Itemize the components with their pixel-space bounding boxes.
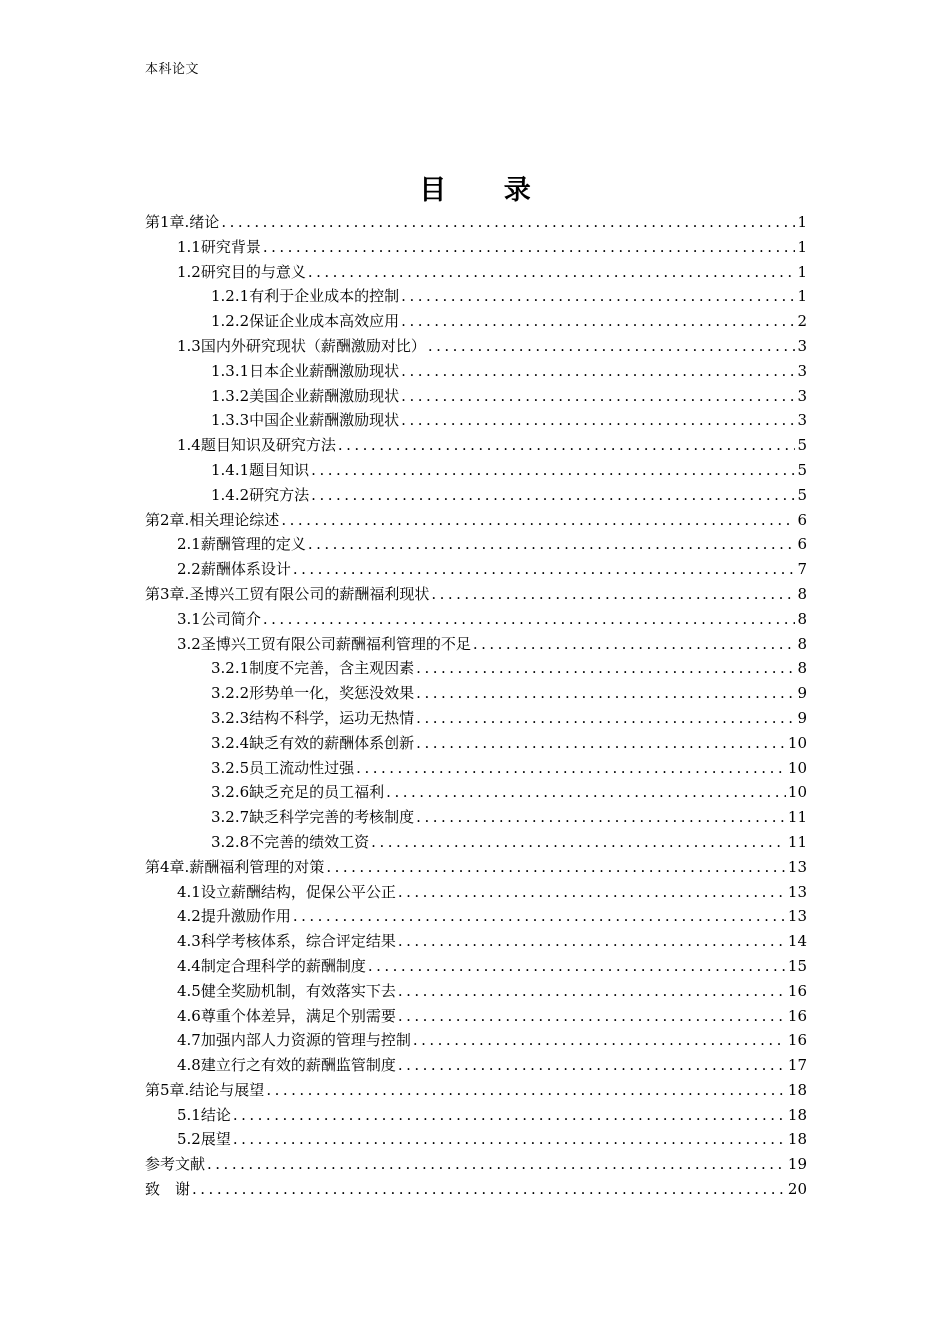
toc-entry-title: 1.4.1题目知识 — [211, 460, 310, 479]
toc-entry[interactable] — [145, 334, 807, 359]
toc-title: 目 录 — [419, 175, 555, 206]
toc-entry[interactable] — [145, 756, 807, 781]
toc-entry-page-number: 11 — [787, 808, 807, 827]
toc-entry-page-number: 8 — [797, 659, 807, 678]
toc-entry-page-number: 13 — [787, 907, 807, 926]
toc-entry[interactable] — [145, 384, 807, 409]
toc-dot-leader — [401, 359, 795, 384]
toc-entry-title: 3.2.1制度不完善，含主观因素 — [211, 659, 415, 678]
toc-entry-page-number: 3 — [797, 386, 807, 405]
toc-entry-page-number: 16 — [787, 1006, 807, 1025]
toc-entry-page-number: 10 — [787, 758, 807, 777]
toc-entry-page-number: 18 — [787, 1105, 807, 1124]
toc-entry-page-number: 15 — [787, 956, 807, 975]
toc-entry-title: 4.7加强内部人力资源的管理与控制 — [177, 1031, 411, 1050]
toc-entry-page-number: 8 — [797, 609, 807, 628]
toc-dot-leader — [371, 830, 786, 855]
toc-entry-title: 第4章.薪酬福利管理的对策 — [145, 857, 325, 876]
toc-dot-leader — [398, 1004, 786, 1029]
toc-dot-leader — [308, 260, 796, 285]
toc-entry[interactable] — [145, 582, 807, 607]
toc-dot-leader — [416, 656, 795, 681]
toc-entry[interactable] — [145, 656, 807, 681]
toc-entry[interactable] — [145, 681, 807, 706]
toc-entry-title: 1.2研究目的与意义 — [177, 262, 306, 281]
toc-entry[interactable] — [145, 855, 807, 880]
toc-dot-leader — [263, 607, 796, 632]
toc-entry-page-number: 3 — [797, 361, 807, 380]
toc-entry-page-number: 16 — [787, 1031, 807, 1050]
toc-entry[interactable] — [145, 359, 807, 384]
toc-dot-leader — [398, 979, 786, 1004]
toc-entry-page-number: 8 — [797, 634, 807, 653]
toc-entry-title: 1.3.2美国企业薪酬激励现状 — [211, 386, 400, 405]
toc-dot-leader — [326, 855, 786, 880]
toc-entry[interactable] — [145, 1078, 807, 1103]
document-header-label: 本科论文 — [145, 62, 200, 77]
toc-entry-title: 1.3国内外研究现状（薪酬激励对比） — [177, 336, 426, 355]
toc-entry-page-number: 1 — [797, 262, 807, 281]
toc-entry-title: 4.4制定合理科学的薪酬制度 — [177, 956, 366, 975]
toc-entry-page-number: 1 — [797, 287, 807, 306]
toc-entry-page-number: 6 — [797, 510, 807, 529]
toc-dot-leader — [386, 780, 786, 805]
toc-entry-page-number: 20 — [787, 1180, 807, 1199]
toc-entry[interactable] — [145, 260, 807, 285]
toc-dot-leader — [401, 384, 795, 409]
toc-dot-leader — [428, 334, 796, 359]
toc-entry-title: 3.2.5员工流动性过强 — [211, 758, 355, 777]
toc-entry[interactable] — [145, 483, 807, 508]
toc-entry[interactable] — [145, 731, 807, 756]
toc-entry-page-number: 9 — [797, 708, 807, 727]
toc-entry[interactable] — [145, 408, 807, 433]
toc-entry-title: 1.4.2研究方法 — [211, 485, 310, 504]
toc-dot-leader — [192, 1177, 786, 1202]
toc-dot-leader — [401, 284, 795, 309]
toc-entry-title: 2.1薪酬管理的定义 — [177, 535, 306, 554]
toc-dot-leader — [473, 632, 796, 657]
toc-entry[interactable] — [145, 1127, 807, 1152]
toc-entry-page-number: 17 — [787, 1056, 807, 1075]
toc-entry-page-number: 1 — [797, 237, 807, 256]
toc-entry-page-number: 11 — [787, 832, 807, 851]
toc-dot-leader — [398, 929, 786, 954]
toc-entry-title: 5.2展望 — [177, 1130, 231, 1149]
toc-entry-title: 第2章.相关理论综述 — [145, 510, 280, 529]
toc-entry[interactable] — [145, 830, 807, 855]
toc-entry-page-number: 1 — [797, 213, 807, 231]
toc-entry-title: 3.2.6缺乏充足的员工福利 — [211, 783, 385, 802]
toc-entry[interactable] — [145, 1177, 807, 1202]
toc-dot-leader — [401, 408, 795, 433]
toc-entry[interactable] — [145, 607, 807, 632]
toc-dot-leader — [221, 210, 795, 235]
toc-entry-title: 3.2.7缺乏科学完善的考核制度 — [211, 808, 415, 827]
toc-entry-title: 3.2.2形势单一化，奖惩没效果 — [211, 684, 415, 703]
toc-dot-leader — [398, 1053, 786, 1078]
toc-dot-leader — [293, 904, 786, 929]
toc-entry-title: 1.2.2保证企业成本高效应用 — [211, 312, 400, 331]
toc-dot-leader — [401, 309, 795, 334]
toc-dot-leader — [263, 235, 796, 260]
toc-entry-title: 5.1结论 — [177, 1105, 231, 1124]
toc-entry-title: 4.3科学考核体系，综合评定结果 — [177, 932, 396, 951]
toc-dot-leader — [368, 954, 786, 979]
toc-entry-page-number: 18 — [787, 1130, 807, 1149]
toc-entry-page-number: 7 — [797, 560, 807, 579]
toc-entry[interactable] — [145, 805, 807, 830]
toc-entry-title: 4.8建立行之有效的薪酬监管制度 — [177, 1056, 396, 1075]
toc-entry-page-number: 16 — [787, 981, 807, 1000]
toc-entry-title: 2.2薪酬体系设计 — [177, 560, 291, 579]
toc-entry[interactable] — [145, 632, 807, 657]
toc-entry[interactable] — [145, 1004, 807, 1029]
toc-entry-title: 4.6尊重个体差异，满足个别需要 — [177, 1006, 396, 1025]
toc-entry[interactable] — [145, 309, 807, 334]
toc-entry[interactable] — [145, 458, 807, 483]
toc-entry-title: 第1章.绪论 — [145, 213, 220, 231]
toc-entry-title: 1.3.3中国企业薪酬激励现状 — [211, 411, 400, 430]
toc-dot-leader — [416, 805, 786, 830]
toc-entry[interactable] — [145, 508, 807, 533]
toc-dot-leader — [356, 756, 786, 781]
toc-entry-page-number: 5 — [797, 436, 807, 455]
toc-entry[interactable] — [145, 532, 807, 557]
toc-entry-page-number: 13 — [787, 857, 807, 876]
toc-entry-title: 致 谢 — [145, 1180, 191, 1199]
toc-entry[interactable] — [145, 433, 807, 458]
toc-entry-title: 1.4题目知识及研究方法 — [177, 436, 336, 455]
toc-entry-page-number: 5 — [797, 460, 807, 479]
toc-entry[interactable] — [145, 929, 807, 954]
toc-entry-title: 1.2.1有利于企业成本的控制 — [211, 287, 400, 306]
toc-entry-title: 4.1设立薪酬结构，促保公平公正 — [177, 882, 396, 901]
toc-dot-leader — [281, 508, 795, 533]
toc-entry[interactable] — [145, 904, 807, 929]
toc-entry-title: 参考文献 — [145, 1155, 206, 1174]
toc-dot-leader — [413, 1028, 786, 1053]
toc-entry-page-number: 2 — [797, 312, 807, 331]
toc-entry-title: 3.2圣博兴工贸有限公司薪酬福利管理的不足 — [177, 634, 471, 653]
toc-entry-title: 3.2.3结构不科学，运功无热情 — [211, 708, 415, 727]
toc-dot-leader — [416, 681, 795, 706]
toc-dot-leader — [338, 433, 796, 458]
toc-dot-leader — [233, 1127, 786, 1152]
toc-entry[interactable] — [145, 880, 807, 905]
toc-dot-leader — [311, 458, 795, 483]
toc-entry-title: 4.2提升激励作用 — [177, 907, 291, 926]
toc-entry[interactable] — [145, 284, 807, 309]
toc-dot-leader — [416, 706, 795, 731]
toc-dot-leader — [233, 1103, 786, 1128]
toc-dot-leader — [311, 483, 795, 508]
toc-entry-title: 第5章.结论与展望 — [145, 1080, 265, 1099]
toc-entry[interactable] — [145, 979, 807, 1004]
toc-dot-leader — [308, 532, 796, 557]
toc-entry[interactable] — [145, 954, 807, 979]
toc-entry-page-number: 9 — [797, 684, 807, 703]
toc-entry-page-number: 13 — [787, 882, 807, 901]
toc-entry-page-number: 8 — [797, 584, 807, 603]
toc-entry-title: 1.3.1日本企业薪酬激励现状 — [211, 361, 400, 380]
toc-entry[interactable] — [145, 706, 807, 731]
toc-dot-leader — [293, 557, 796, 582]
toc-entry[interactable] — [145, 210, 807, 235]
toc-entry[interactable] — [145, 780, 807, 805]
toc-entry-page-number: 19 — [787, 1155, 807, 1174]
toc-entry-page-number: 5 — [797, 485, 807, 504]
toc-entry[interactable] — [145, 1028, 807, 1053]
toc-entry-page-number: 14 — [787, 932, 807, 951]
toc-dot-leader — [266, 1078, 786, 1103]
toc-entry-title: 3.2.4缺乏有效的薪酬体系创新 — [211, 733, 415, 752]
toc-entry-page-number: 3 — [797, 411, 807, 430]
toc-dot-leader — [431, 582, 795, 607]
toc-dot-leader — [398, 880, 786, 905]
toc-entry-page-number: 10 — [787, 733, 807, 752]
toc-entry[interactable] — [145, 1103, 807, 1128]
toc-entry-page-number: 3 — [797, 336, 807, 355]
toc-entry-page-number: 10 — [787, 783, 807, 802]
toc-entry-title: 第3章.圣博兴工贸有限公司的薪酬福利现状 — [145, 584, 430, 603]
toc-dot-leader — [416, 731, 786, 756]
toc-entry[interactable] — [145, 235, 807, 260]
toc-entry[interactable] — [145, 1053, 807, 1078]
toc-entry-title: 4.5健全奖励机制，有效落实下去 — [177, 981, 396, 1000]
toc-entry[interactable] — [145, 1152, 807, 1177]
toc-dot-leader — [207, 1152, 786, 1177]
toc-entry-page-number: 6 — [797, 535, 807, 554]
toc-entry-title: 3.1公司简介 — [177, 609, 261, 628]
toc-entry-title: 1.1研究背景 — [177, 237, 261, 256]
table-of-contents — [145, 210, 807, 1202]
toc-entry[interactable] — [145, 557, 807, 582]
toc-entry-page-number: 18 — [787, 1080, 807, 1099]
toc-entry-title: 3.2.8不完善的绩效工资 — [211, 832, 370, 851]
